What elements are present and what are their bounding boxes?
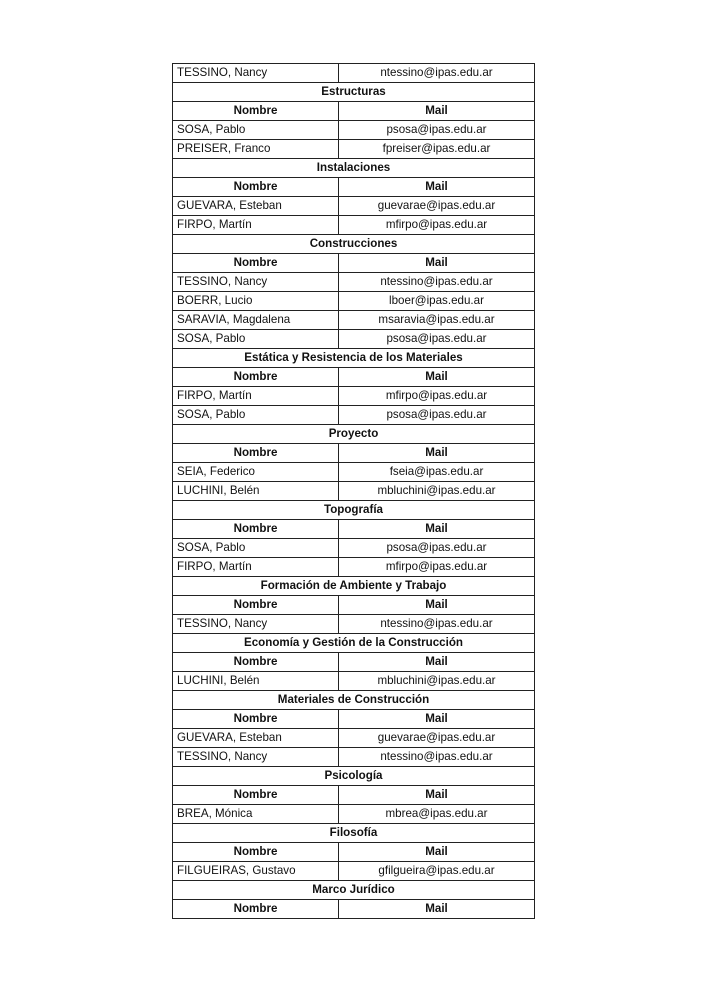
column-header-name: Nombre	[173, 786, 339, 805]
section-title: Proyecto	[173, 425, 535, 444]
column-header-row	[173, 710, 535, 729]
section-title: Instalaciones	[173, 159, 535, 178]
person-name-cell: SOSA, Pablo	[173, 406, 339, 425]
person-name-cell: TESSINO, Nancy	[173, 748, 339, 767]
table-row	[173, 387, 535, 406]
section-title: Psicología	[173, 767, 535, 786]
column-header-mail: Mail	[339, 254, 535, 273]
section-title-row	[173, 501, 535, 520]
section-title: Estructuras	[173, 83, 535, 102]
section-title-row	[173, 159, 535, 178]
table-row	[173, 558, 535, 577]
table-row	[173, 406, 535, 425]
column-header-row	[173, 178, 535, 197]
table-row	[173, 197, 535, 216]
column-header-name: Nombre	[173, 596, 339, 615]
person-name-cell: SOSA, Pablo	[173, 121, 339, 140]
table-row	[173, 463, 535, 482]
person-name-cell: BOERR, Lucio	[173, 292, 339, 311]
email-cell: gfilgueira@ipas.edu.ar	[339, 862, 535, 881]
section-title-row	[173, 425, 535, 444]
column-header-name: Nombre	[173, 444, 339, 463]
email-cell: guevarae@ipas.edu.ar	[339, 197, 535, 216]
column-header-row	[173, 596, 535, 615]
column-header-name: Nombre	[173, 843, 339, 862]
email-cell: ntessino@ipas.edu.ar	[339, 748, 535, 767]
email-cell: mbluchini@ipas.edu.ar	[339, 672, 535, 691]
table-row	[173, 482, 535, 501]
column-header-row	[173, 368, 535, 387]
column-header-mail: Mail	[339, 710, 535, 729]
person-name-cell: GUEVARA, Esteban	[173, 729, 339, 748]
table-row	[173, 216, 535, 235]
table-row	[173, 862, 535, 881]
column-header-name: Nombre	[173, 368, 339, 387]
column-header-name: Nombre	[173, 102, 339, 121]
email-cell: ntessino@ipas.edu.ar	[339, 615, 535, 634]
person-name-cell: BREA, Mónica	[173, 805, 339, 824]
table-row	[173, 615, 535, 634]
table-row	[173, 121, 535, 140]
column-header-mail: Mail	[339, 786, 535, 805]
email-cell: fpreiser@ipas.edu.ar	[339, 140, 535, 159]
table-row	[173, 64, 535, 83]
email-cell: mfirpo@ipas.edu.ar	[339, 216, 535, 235]
table-row	[173, 729, 535, 748]
person-name-cell: SARAVIA, Magdalena	[173, 311, 339, 330]
table-row	[173, 539, 535, 558]
email-cell: mbrea@ipas.edu.ar	[339, 805, 535, 824]
person-name-cell: FILGUEIRAS, Gustavo	[173, 862, 339, 881]
section-title: Formación de Ambiente y Trabajo	[173, 577, 535, 596]
section-title: Estática y Resistencia de los Materiales	[173, 349, 535, 368]
email-cell: lboer@ipas.edu.ar	[339, 292, 535, 311]
table-row	[173, 140, 535, 159]
section-title: Topografía	[173, 501, 535, 520]
section-title-row	[173, 881, 535, 900]
column-header-name: Nombre	[173, 254, 339, 273]
person-name-cell: FIRPO, Martín	[173, 558, 339, 577]
column-header-name: Nombre	[173, 900, 339, 919]
table-row	[173, 273, 535, 292]
column-header-row	[173, 786, 535, 805]
column-header-mail: Mail	[339, 178, 535, 197]
section-title: Construcciones	[173, 235, 535, 254]
table-row	[173, 311, 535, 330]
column-header-name: Nombre	[173, 653, 339, 672]
staff-contact-document	[172, 63, 534, 919]
table-row	[173, 330, 535, 349]
email-cell: fseia@ipas.edu.ar	[339, 463, 535, 482]
section-title-row	[173, 235, 535, 254]
person-name-cell: GUEVARA, Esteban	[173, 197, 339, 216]
table-row	[173, 805, 535, 824]
column-header-mail: Mail	[339, 843, 535, 862]
section-title-row	[173, 577, 535, 596]
section-title-row	[173, 349, 535, 368]
column-header-mail: Mail	[339, 900, 535, 919]
column-header-row	[173, 520, 535, 539]
section-title: Economía y Gestión de la Construcción	[173, 634, 535, 653]
person-name-cell: FIRPO, Martín	[173, 216, 339, 235]
person-name-cell: SOSA, Pablo	[173, 330, 339, 349]
person-name-cell: TESSINO, Nancy	[173, 64, 339, 83]
table-row	[173, 292, 535, 311]
person-name-cell: TESSINO, Nancy	[173, 615, 339, 634]
column-header-mail: Mail	[339, 520, 535, 539]
email-cell: mbluchini@ipas.edu.ar	[339, 482, 535, 501]
email-cell: mfirpo@ipas.edu.ar	[339, 387, 535, 406]
email-cell: psosa@ipas.edu.ar	[339, 539, 535, 558]
section-title-row	[173, 691, 535, 710]
person-name-cell: PREISER, Franco	[173, 140, 339, 159]
column-header-mail: Mail	[339, 653, 535, 672]
column-header-mail: Mail	[339, 102, 535, 121]
person-name-cell: FIRPO, Martín	[173, 387, 339, 406]
email-cell: mfirpo@ipas.edu.ar	[339, 558, 535, 577]
column-header-row	[173, 843, 535, 862]
email-cell: psosa@ipas.edu.ar	[339, 330, 535, 349]
email-cell: ntessino@ipas.edu.ar	[339, 64, 535, 83]
person-name-cell: SOSA, Pablo	[173, 539, 339, 558]
email-cell: ntessino@ipas.edu.ar	[339, 273, 535, 292]
email-cell: guevarae@ipas.edu.ar	[339, 729, 535, 748]
column-header-row	[173, 653, 535, 672]
staff-contact-table	[172, 63, 535, 919]
email-cell: psosa@ipas.edu.ar	[339, 121, 535, 140]
table-row	[173, 748, 535, 767]
section-title: Marco Jurídico	[173, 881, 535, 900]
column-header-name: Nombre	[173, 520, 339, 539]
email-cell: msaravia@ipas.edu.ar	[339, 311, 535, 330]
person-name-cell: TESSINO, Nancy	[173, 273, 339, 292]
section-title: Materiales de Construcción	[173, 691, 535, 710]
person-name-cell: LUCHINI, Belén	[173, 672, 339, 691]
column-header-row	[173, 444, 535, 463]
section-title: Filosofía	[173, 824, 535, 843]
section-title-row	[173, 767, 535, 786]
column-header-name: Nombre	[173, 710, 339, 729]
column-header-mail: Mail	[339, 444, 535, 463]
column-header-name: Nombre	[173, 178, 339, 197]
table-body	[173, 64, 535, 919]
email-cell: psosa@ipas.edu.ar	[339, 406, 535, 425]
column-header-row	[173, 900, 535, 919]
column-header-row	[173, 254, 535, 273]
section-title-row	[173, 634, 535, 653]
person-name-cell: SEIA, Federico	[173, 463, 339, 482]
person-name-cell: LUCHINI, Belén	[173, 482, 339, 501]
column-header-row	[173, 102, 535, 121]
section-title-row	[173, 83, 535, 102]
column-header-mail: Mail	[339, 368, 535, 387]
column-header-mail: Mail	[339, 596, 535, 615]
section-title-row	[173, 824, 535, 843]
table-row	[173, 672, 535, 691]
